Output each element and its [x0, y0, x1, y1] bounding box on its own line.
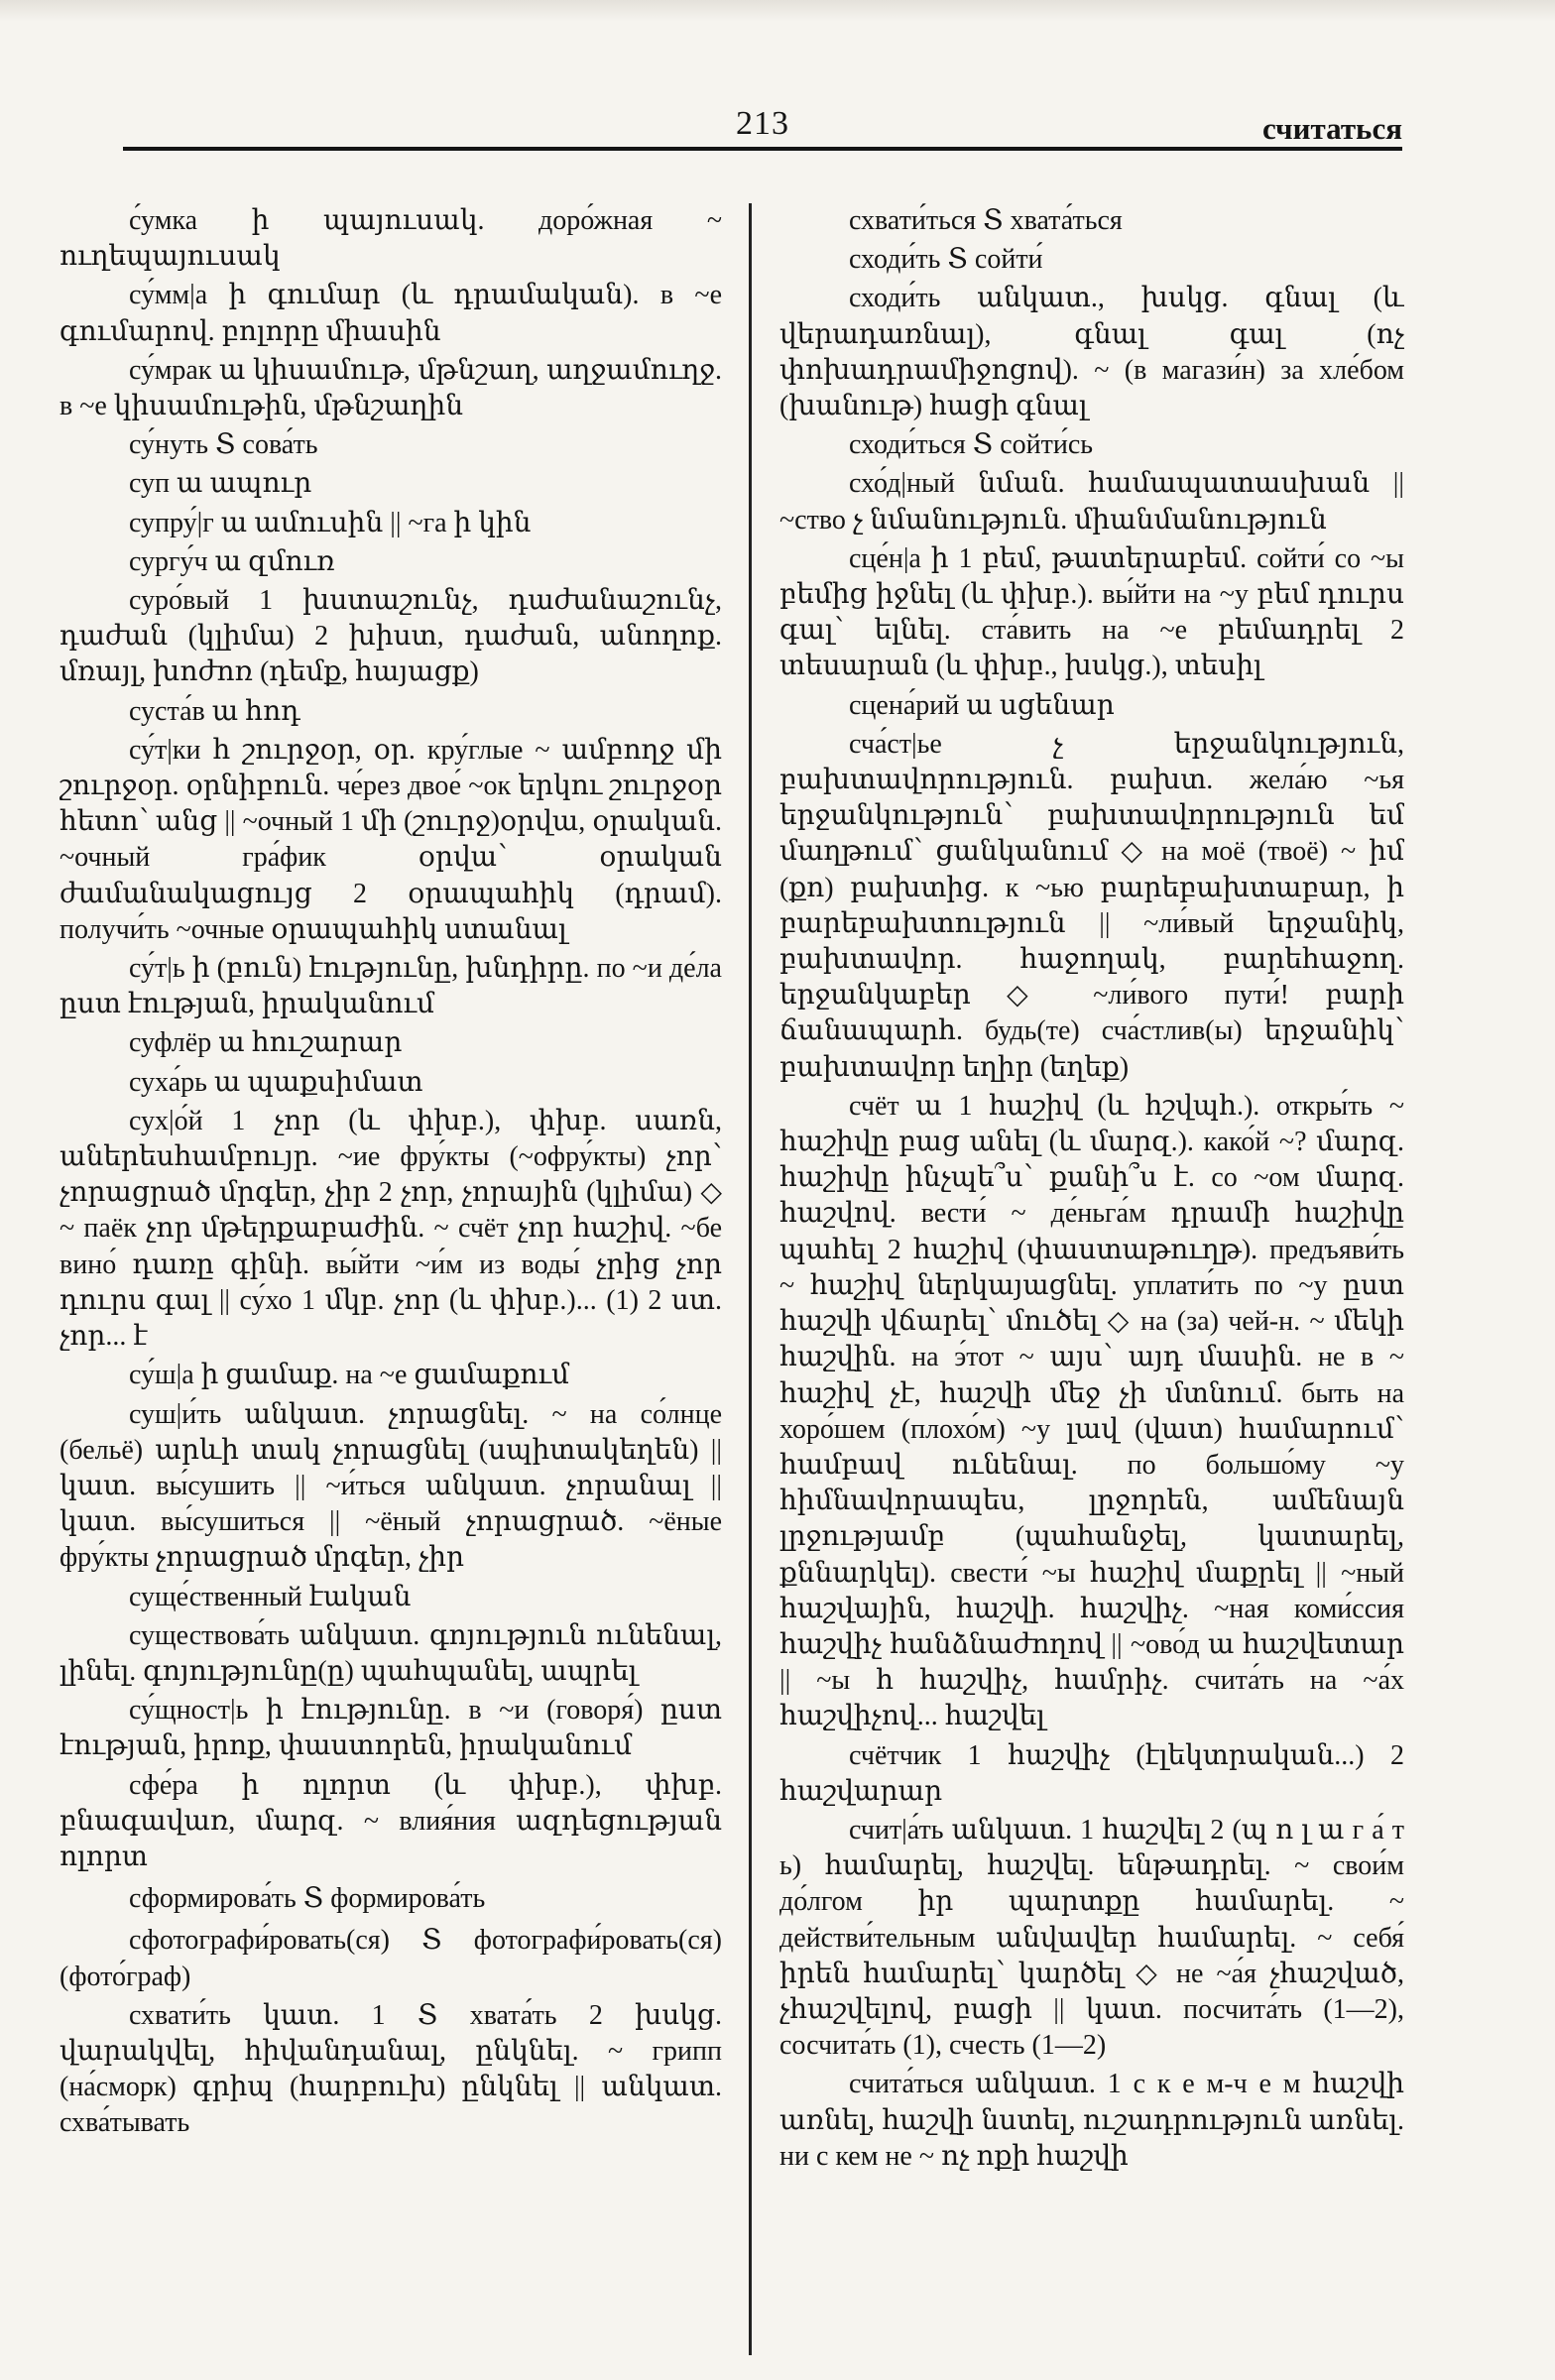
- entry-suprug: супру́|г ա ամուսին || ~га ի կին: [129, 507, 532, 538]
- entry-sushchnost: су́щност|ь ի էությունը. в ~и (говоря́) ըստ էության, իրոք, փաստորեն, իրականում: [60, 1695, 722, 1762]
- entry-schitatsya: счита́ться անկատ. 1 с к е м-ч е м հաշվի առնել, հաշվի նստել, ուշադրություն առնել. ни с кем не ~ ոչ ոքի հաշվի: [779, 2069, 1404, 2172]
- entry-sfera: сфе́ра ի ոլորտ (և փխբ.), փխբ. բնագավառ, մարզ. ~ влия́ния ազդեցության ոլորտ: [60, 1769, 722, 1872]
- page-header: [123, 103, 1402, 153]
- entry-sushchestvovat: существова́ть անկատ. գոյություն ունենալ, լինել. գոյությունը(ը) պահպանել, ապրել: [60, 1619, 722, 1687]
- entry-sushit: суш|и́ть անկատ. չորացնել. ~ на со́лнце (бельё) արևի տակ չորացնել (սպիտակեղեն) || կատ. вы́сушить || ~и́ться անկատ. չորանալ || կատ. вы́сушиться || ~ёный չորացրած. ~ёные фру́кты չորացրած մրգեր, չիր: [60, 1398, 722, 1574]
- entry-sufler: суфлёр ա հուշարար: [129, 1027, 403, 1059]
- entry-sumrak: су́мрак ա կիսամութ, մթնշաղ, աղջամուղջ. в ~е կիսամութին, մթնշաղին: [60, 354, 722, 422]
- left-column: [60, 203, 722, 2355]
- running-head: считаться: [1262, 111, 1402, 146]
- entry-scenarii: сцена́рий ա սցենար: [849, 689, 1115, 721]
- entry-schastye: сча́ст|ье չ երջանկություն, բախտավորություն. բախտ. жела́ю ~ья երջանկություն՝ բախտավորություն եմ մաղթում՝ ցանկանում ◇ на моё (твоё) ~ իմ (քո) բախտից. к ~ью բարեբախտաբար, ի բարեբախտություն || ~ли́вый երջանիկ, բախտավոր. հաջողակ, բարեհաջող. երջանկաբեր ◇ ~ли́вого пути́! բարի ճանապարհ. будь(те) сча́стлив(ы) երջանիկ՝ բախտավոր եղիր (եղեք): [779, 728, 1404, 1083]
- entry-sunut: су́нуть Տ сова́ть: [129, 429, 318, 461]
- entry-sutki: су́т|ки հ շուրջօր, օր. кру́глые ~ ամբողջ մի շուրջօր. օրնիբուն. че́рез двое́ ~ок երկու շուրջօր հետո՝ անց || ~очный 1 մի (շուրջ)օրվա, օրական. ~очный гра́фик օրվա՝ օրական ժամանակացույց 2 օրապահիկ (դրամ). получи́ть ~очные օրապահիկ ստանալ: [60, 734, 722, 945]
- entry-scena: сце́н|а ի 1 բեմ, թատերաբեմ. сойти́ со ~ы բեմից իջնել (և փխբ.). вы́йти на ~у բեմ դուրս գալ՝ ելնել. ста́вить на ~е բեմադրել 2 տեսարան (և փխբ., խսկց.), տեսիլ: [779, 542, 1404, 682]
- entry-susha: су́ш|а ի ցամաք. на ~е ցամաքում: [129, 1360, 570, 1391]
- right-column: [779, 203, 1404, 2355]
- page-number: 213: [736, 105, 789, 142]
- entry-sushchestvennyi: суще́ственный էական: [129, 1581, 412, 1612]
- entry-sustav: суста́в ա հոդ: [129, 695, 300, 727]
- entry-shodnyi: схо́д|ный նման. համապատասխան || ~ство չ նմանություն. միանմանություն: [779, 468, 1404, 536]
- column-divider: [749, 203, 752, 2355]
- entry-sformirovat: сформирова́ть Տ формирова́ть: [129, 1883, 486, 1915]
- entry-schitat: счит|а́ть անկատ. 1 հաշվել 2 (պ ո լ ա г а́ т ь) համարել, հաշվել. ենթադրել. ~ свои́м до́лгом իր պարտքը համարել. ~ действи́тельным անվավեր համարել. ~ себя́ իրեն համարել՝ կարծել ◇ не ~а́я չհաշված, չհաշվելով, բացի || կատ. посчита́ть (1—2), сосчита́ть (1), счесть (1—2): [779, 1814, 1404, 2062]
- entry-summa: су́мм|а ի գումար (և դրամական). в ~е գումարով. բոլորը միասին: [60, 280, 722, 347]
- entry-shvatit: схвати́ть կատ. 1 Տ хвата́ть 2 խսկց. վարակվել, հիվանդանալ, ընկնել. ~ грипп (на́сморк) գրիպ (հարբուխ) ընկնել || անկատ. схва́тывать: [60, 1999, 722, 2139]
- entry-sfotografirovat: сфотографи́ровать(ся) Տ фотографи́ровать(ся) (фото́граф): [60, 1925, 722, 1992]
- entry-suhar: суха́рь ա պաքսիմատ: [129, 1066, 423, 1098]
- entry-suhoi: сух|о́й 1 չոր (և փխբ.), փխբ. սառն, աներեսհամբույր. ~ие фру́кты (~офру́кты) չոր՝ չորացրած մրգեր, չիր 2 չոր, չորային (կլիմա) ◇ ~ паёк չոր մթերքաբաժին. ~ счёт չոր հաշիվ. ~бе вино́ դառը գինի. вы́йти ~и́м из воды́ չրից չոր դուրս գալ || су́хо 1 մկբ. չոր (և փխբ.)... (1) 2 ստ. չոր... է: [60, 1105, 722, 1353]
- entry-schet: счёт ա 1 հաշիվ (և հշվպհ.). откры́ть ~ հաշիվը բաց անել (և մարզ.). како́й ~? մարզ. հաշիվը ինչպե՞ս՝ քանի՞ս է. со ~ом մարզ. հաշվով. вести́ ~ де́ньга́м դրամի հաշիվը պահել 2 հաշիվ (փաստաթուղթ). предъяви́ть ~ հաշիվ ներկայացնել. уплати́ть по ~у ըստ հաշվի վճարել՝ մուծել ◇ на (за) чей-н. ~ մեկի հաշվին. на э́тот ~ այս՝ այդ մասին. не в ~ հաշիվ չէ, հաշվի մեջ չի մտնում. быть на хоро́шем (плохо́м) ~у լավ (վատ) համարում՝ համբավ ունենալ. по большо́му ~у հիմնավորապես, լրջորեն, ամենայն լրջությամբ (պահանջել, կատարել, քննարկել). свести́ ~ы հաշիվ մաքրել || ~ный հաշվային, հաշվի. հաշվիչ. ~ная коми́ссия հաշվիչ հանձնաժողով || ~ово́д ա հաշվետար || ~ы հ հաշվիչ, համրիչ. счита́ть на ~а́х հաշվիչով... հաշվել: [779, 1090, 1404, 1732]
- entry-shoditsya: сходи́ться Տ сойти́сь: [849, 429, 1094, 461]
- entry-sup: суп ա ապուր: [129, 468, 312, 500]
- page-top-band: [0, 0, 1555, 22]
- entry-sut: су́т|ь ի (բուն) էությունը, խնդիրը. по ~и де́ла ըստ էության, իրականում: [60, 953, 722, 1020]
- entry-schetchik: счётчик 1 հաշվիչ (էլեկտրական...) 2 հաշվարար: [779, 1739, 1404, 1807]
- entry-shodit-2: сходи́ть անկատ., խսկց. գնալ (և վերադառնալ), գնալ գալ (ոչ փոխադրամիջոցով). ~ (в магази́н) за хле́бом (խանութ) հացի գնալ: [779, 283, 1404, 422]
- entry-sumka: с́умка ի պայուսակ. доро́жная ~ ուղեպայուսակ: [60, 205, 722, 273]
- entry-shvatitsya: схвати́ться Տ хвата́ться: [849, 205, 1123, 236]
- entry-shodit-1: сходи́ть Տ сойти́: [849, 244, 1043, 276]
- header-rule: [123, 147, 1402, 151]
- entry-surovyi: суро́вый 1 խստաշունչ, դաժանաշունչ, դաժան (կլիմա) 2 խիստ, դաժան, անողոք. մռայլ, խոժոռ (դեմք, հայացք): [60, 585, 722, 688]
- entry-surguch: сургу́ч ա զմուռ: [129, 545, 335, 577]
